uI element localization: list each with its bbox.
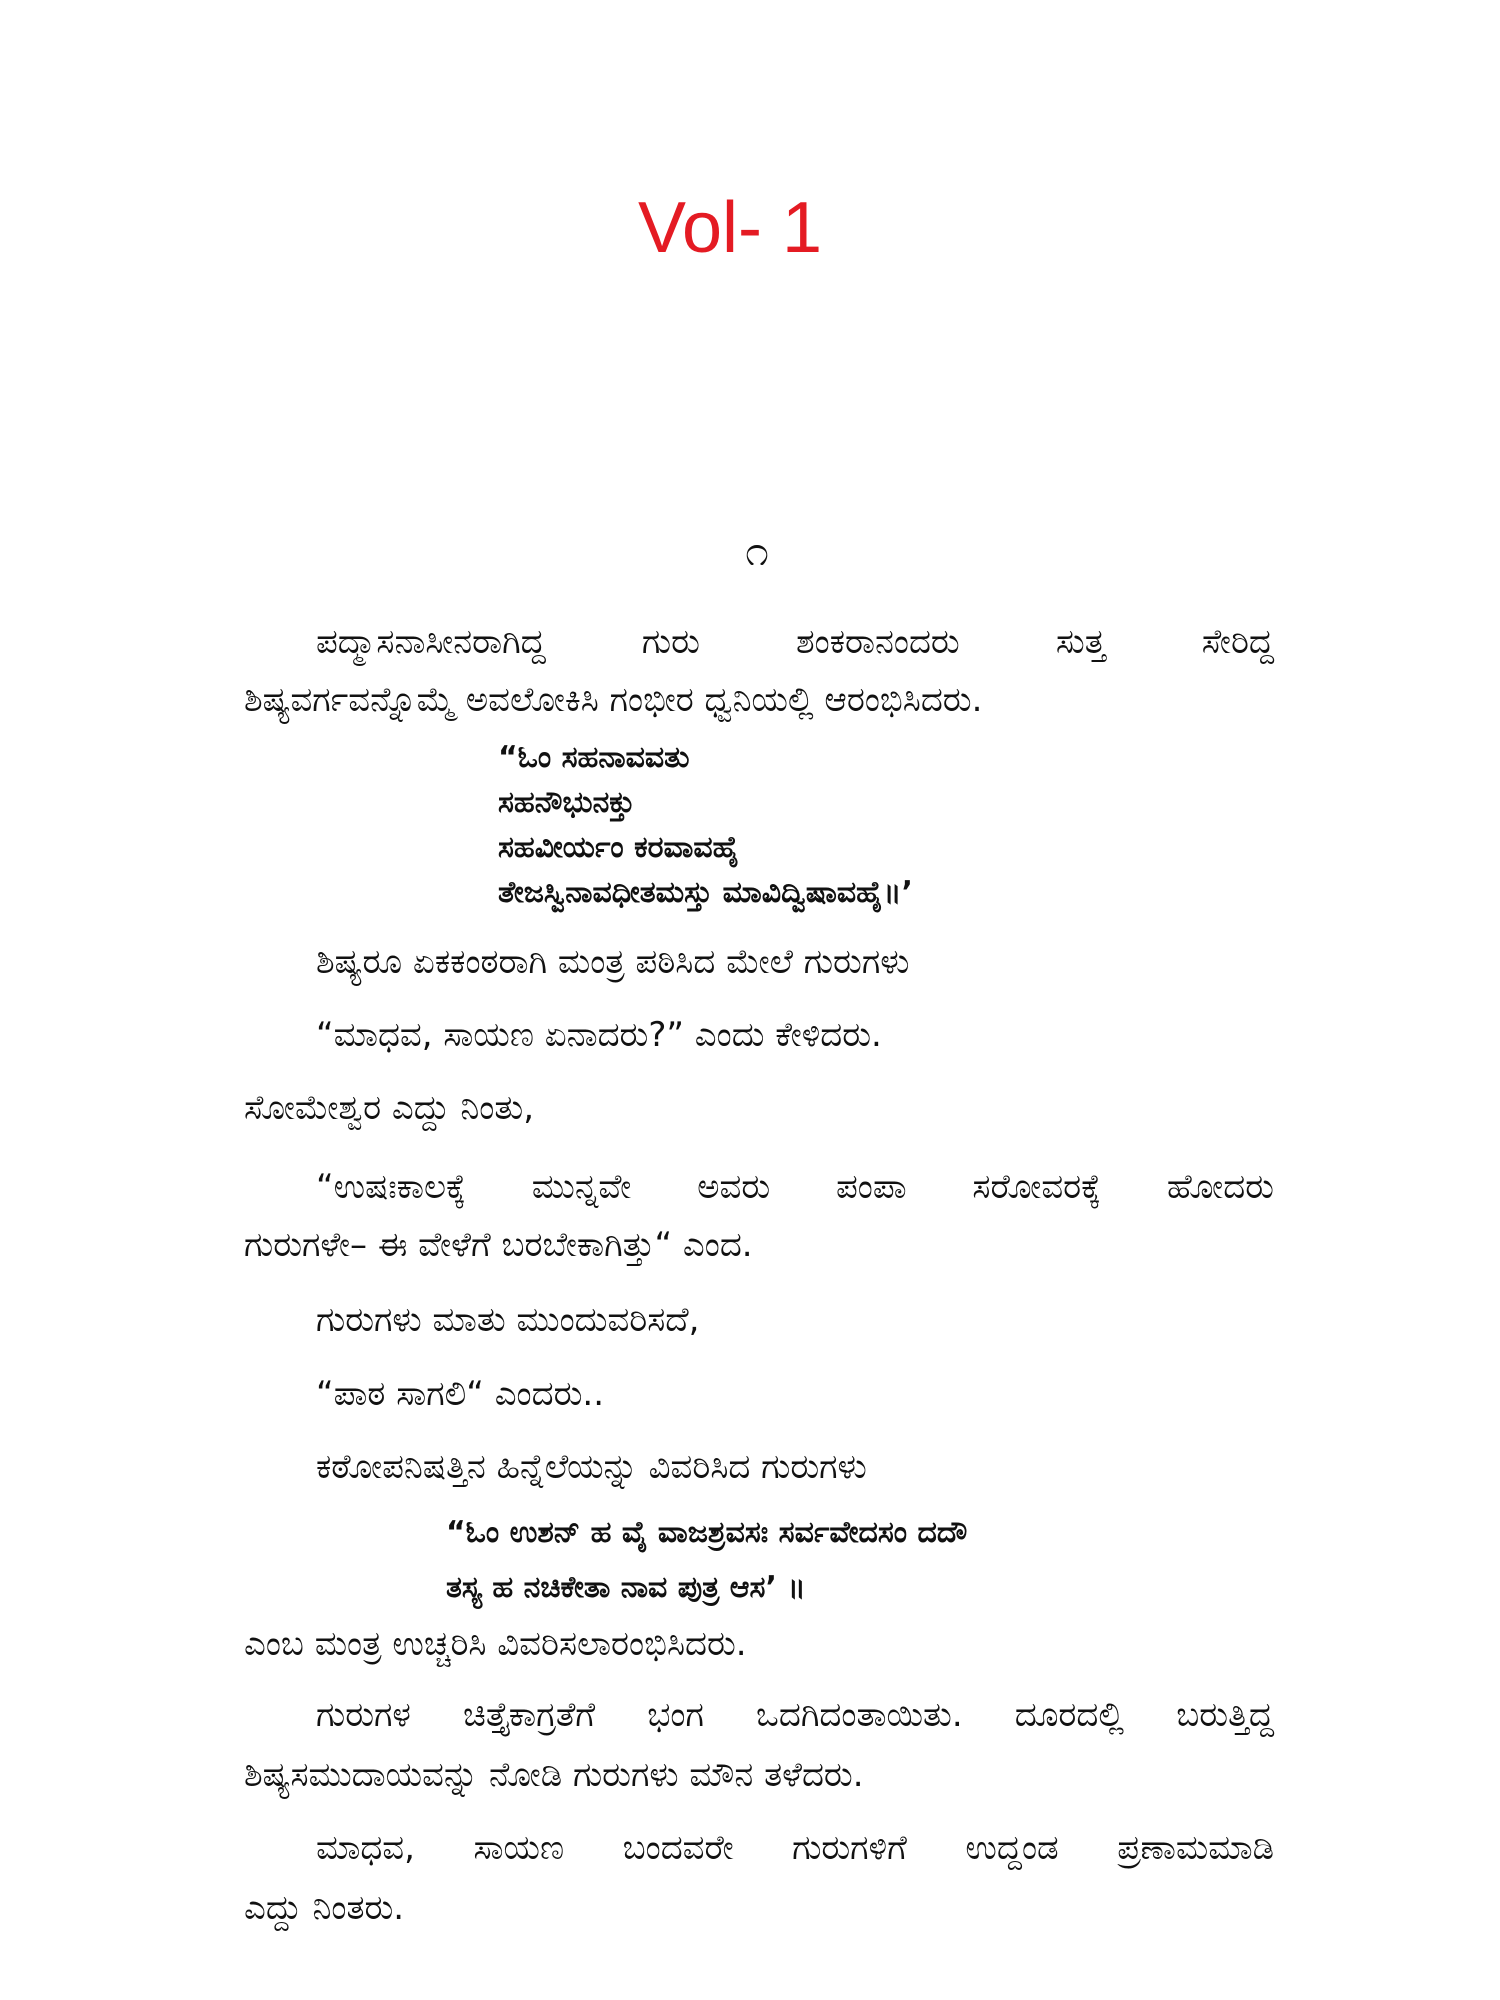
volume-heading: Vol- 1 [637, 188, 823, 268]
chapter-number: ೧ [745, 526, 769, 575]
paragraph-line: ಶಿಷ್ಯಸಮುದಾಯವನ್ನು ನೋಡಿ ಗುರುಗಳು ಮೌನ ತಳೆದರು. [244, 1755, 864, 1795]
verse-line: ತೇಜಸ್ವಿನಾವಧೀತಮಸ್ತು ಮಾವಿದ್ವಿಷಾವಹೈ॥’ [498, 875, 913, 910]
paragraph-line: ಶಿಷ್ಯರೂ ಏಕಕಂಠರಾಗಿ ಮಂತ್ರ ಪಠಿಸಿದ ಮೇಲೆ ಗುರುಗಳು [316, 942, 910, 982]
paragraph-line: ಪದ್ಮಾಸನಾಸೀನರಾಗಿದ್ದ ಗುರು ಶಂಕರಾನಂದರು ಸುತ್ತ ಸೇರಿದ್ದ [316, 622, 1274, 662]
paragraph-line: ಶಿಷ್ಯವರ್ಗವನ್ನೊಮ್ಮೆ ಅವಲೋಕಿಸಿ ಗಂಭೀರ ಧ್ವನಿಯಲ್ಲಿ ಆರಂಭಿಸಿದರು. [244, 680, 983, 720]
paragraph-line: “ಮಾಧವ, ಸಾಯಣ ಏನಾದರು?” ಎಂದು ಕೇಳಿದರು. [316, 1015, 882, 1055]
paragraph-line: ಮಾಧವ, ಸಾಯಣ ಬಂದವರೇ ಗುರುಗಳಿಗೆ ಉದ್ದಂಡ ಪ್ರಣಾಮಮಾಡಿ [316, 1828, 1274, 1868]
verse-line: “ಓಂ ಉಶನ್ ಹ ವೈ ವಾಜಶ್ರವಸಃ ಸರ್ವವೇದಸಂ ದದೌ [446, 1515, 968, 1550]
paragraph-line: ಎಂಬ ಮಂತ್ರ ಉಚ್ಚರಿಸಿ ವಿವರಿಸಲಾರಂಭಿಸಿದರು. [244, 1624, 747, 1664]
paragraph-line: ಗುರುಗಳ ಚಿತ್ತೈಕಾಗ್ರತೆಗೆ ಭಂಗ ಒದಗಿದಂತಾಯಿತು. ದೂರದಲ್ಲಿ ಬರುತ್ತಿದ್ದ [316, 1695, 1274, 1735]
paragraph-line: “ಪಾಠ ಸಾಗಲಿ“ ಎಂದರು.. [316, 1374, 605, 1414]
paragraph-line: “ಉಷಃಕಾಲಕ್ಕೆ ಮುನ್ನವೇ ಅವರು ಪಂಪಾ ಸರೋವರಕ್ಕೆ ಹೋದರು [316, 1167, 1274, 1207]
paragraph-line: ಎದ್ದು ನಿಂತರು. [244, 1888, 405, 1928]
verse-line: “ಓಂ ಸಹನಾವವತು [498, 740, 690, 775]
verse-line: ಸಹನೌಭುನಕ್ತು [498, 785, 635, 820]
paragraph-line: ಗುರುಗಳೇ– ಈ ವೇಳೆಗೆ ಬರಬೇಕಾಗಿತ್ತು“ ಎಂದ. [244, 1225, 753, 1265]
verse-line: ಸಹವೀರ್ಯಂ ಕರವಾವಹೈ [498, 830, 740, 865]
paragraph-line: ಗುರುಗಳು ಮಾತು ಮುಂದುವರಿಸದೆ, [316, 1300, 700, 1340]
paragraph-line: ಕಠೋಪನಿಷತ್ತಿನ ಹಿನ್ನೆಲೆಯನ್ನು ವಿವರಿಸಿದ ಗುರುಗಳು [316, 1447, 867, 1487]
verse-line: ತಸ್ಯ ಹ ನಚಿಕೇತಾ ನಾವ ಪುತ್ರ ಆಸ’ ॥ [446, 1570, 806, 1605]
paragraph-line: ಸೋಮೇಶ್ವರ ಎದ್ದು ನಿಂತು, [244, 1088, 535, 1128]
